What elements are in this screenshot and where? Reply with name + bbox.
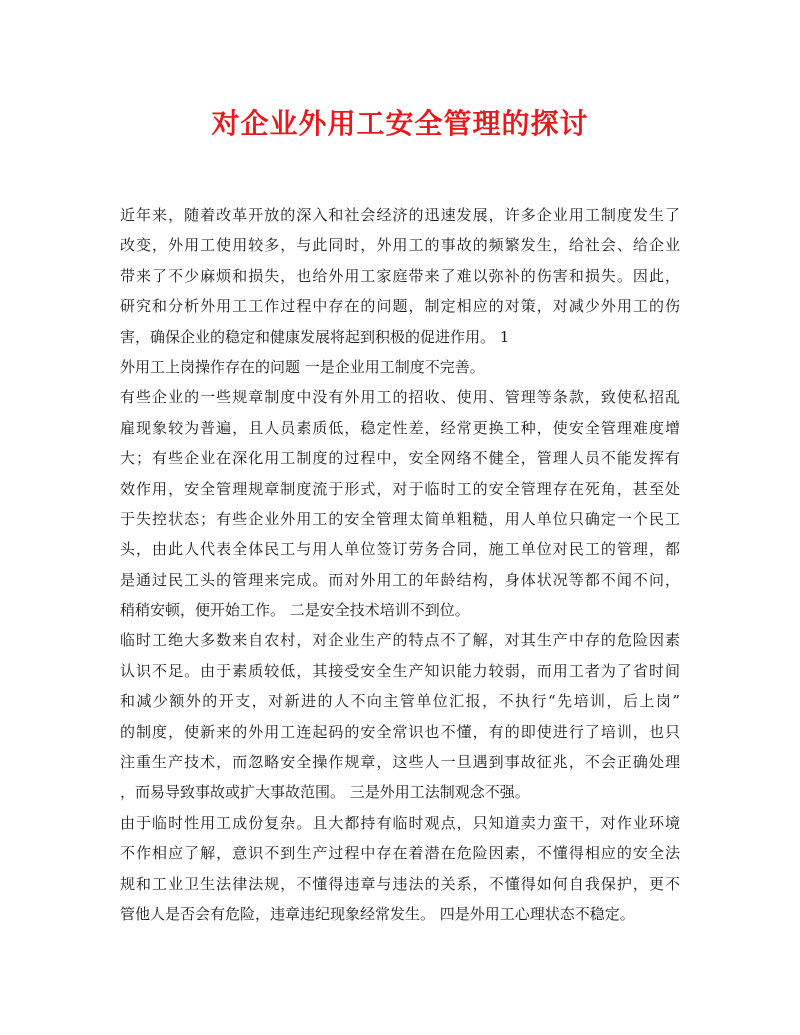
paragraph-line: 效作用，安全管理规章制度流于形式，对于临时工的安全管理存在死角，甚至处 xyxy=(120,479,680,498)
paragraph-line: 有些企业的一些规章制度中没有外用工的招收、使用、管理等条款，致使私招乱 xyxy=(120,388,680,407)
paragraph-line: 害，确保企业的稳定和健康发展将起到积极的促进作用。 1 xyxy=(120,327,510,346)
paragraph-line: ，而易导致事故或扩大事故范围。 三是外用工法制观念不强。 xyxy=(120,783,530,802)
paragraph-line: 管他人是否会有危险，违章违纪现象经常发生。 四是外用工心理状态不稳定。 xyxy=(120,904,635,923)
paragraph-line: 认识不足。由于素质较低，其接受安全生产知识能力较弱，而用工者为了省时间 xyxy=(120,661,680,680)
paragraph-line: 不作相应了解，意识不到生产过程中存在着潜在危险因素，不懂得相应的安全法 xyxy=(120,844,680,863)
document-body xyxy=(120,200,680,929)
paragraph xyxy=(120,625,680,807)
paragraph-line: 规和工业卫生法律法规，不懂得违章与违法的关系，不懂得如何自我保护，更不 xyxy=(120,874,680,893)
paragraph-line: 注重生产技术，而忽略安全操作规章，这些人一旦遇到事故征兆，不会正确处理 xyxy=(120,753,680,772)
document-title: 对企业外用工安全管理的探讨 xyxy=(211,107,589,140)
paragraph-line: 近年来，随着改革开放的深入和社会经济的迅速发展，许多企业用工制度发生了 xyxy=(120,206,680,224)
paragraph-line: 大；有些企业在深化用工制度的过程中，安全网络不健全，管理人员不能发挥有 xyxy=(120,449,680,468)
paragraph-line: 和减少额外的开支，对新进的人不向主管单位汇报，不执行“先培训，后上岗” xyxy=(120,692,680,711)
paragraph-line: 稍稍安顿，便开始工作。 二是安全技术培训不到位。 xyxy=(120,601,470,620)
paragraph-line: 的制度，使新来的外用工连起码的安全常识也不懂，有的即使进行了培训，也只 xyxy=(120,722,680,741)
paragraph-line: 于失控状态；有些企业外用工的安全管理太简单粗糙，用人单位只确定一个民工 xyxy=(120,509,680,528)
paragraph-line: 临时工绝大多数来自农村，对企业生产的特点不了解，对其生产中存的危险因素 xyxy=(120,631,680,650)
paragraph xyxy=(120,382,680,625)
paragraph-line: 头，由此人代表全体民工与用人单位签订劳务合同，施工单位对民工的管理，都 xyxy=(120,540,680,559)
paragraph xyxy=(120,200,680,352)
paragraph-line: 是通过民工头的管理来完成。而对外用工的年龄结构，身体状况等都不闻不问， xyxy=(120,570,680,589)
paragraph-line: 带来了不少麻烦和损失，也给外用工家庭带来了难以弥补的伤害和损失。因此， xyxy=(120,266,680,285)
paragraph xyxy=(120,352,680,382)
paragraph-line: 由于临时性用工成份复杂。且大都持有临时观点，只知道卖力蛮干，对作业环境 xyxy=(120,813,680,832)
paragraph-line: 研究和分析外用工工作过程中存在的问题，制定相应的对策，对减少外用工的伤 xyxy=(120,297,680,316)
paragraph xyxy=(120,808,680,930)
paragraph-line: 外用工上岗操作存在的问题 一是企业用工制度不完善。 xyxy=(120,357,485,376)
paragraph-line: 改变，外用工使用较多，与此同时，外用工的事故的频繁发生，给社会、给企业 xyxy=(120,236,680,255)
paragraph-line: 雇现象较为普遍，且人员素质低，稳定性差，经常更换工种，使安全管理难度增 xyxy=(120,418,680,437)
